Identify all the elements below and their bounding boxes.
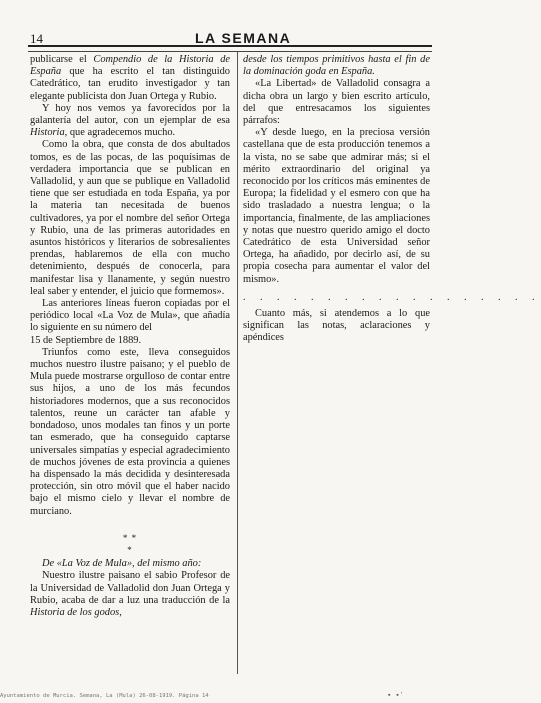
historia-word: Historia bbox=[30, 127, 65, 139]
scan-marks: ▪ ▪' bbox=[388, 691, 404, 699]
historia-godos-title: Historia de los godos, bbox=[30, 606, 122, 618]
right-column bbox=[243, 54, 541, 345]
header-rule bbox=[28, 45, 432, 52]
section-asterisks: * * * bbox=[122, 532, 138, 555]
paragraph-traduccion: Nuestro ilustre paisano el sabio Profesor de la Universidad de Valladolid don Juan Ortega y Rubio, acaba de dar a luz una traducción de la Historia de los godos, bbox=[30, 570, 230, 618]
paragraph-cuanto: Cuanto más, si atendemos a lo que significan las notas, aclaraciones y apéndices bbox=[243, 308, 430, 344]
column-divider bbox=[237, 52, 238, 674]
paragraph-libertad: «La Libertad» de Valladolid consagra a dicha obra un largo y bien escrito artículo, del que entresacamos los siguientes párrafos: bbox=[243, 78, 430, 127]
paragraph-copied-lines: Las anteriores líneas fueron copiadas por el periódico local «La Voz de Mula», que añadía lo siguiente en su número del 15 de Septiembre de 1889. bbox=[30, 298, 230, 346]
paragraph-obra: Como la obra, que consta de dos abultados tomos, es de las pocas, de las poquísimas de verdadera importancia que se publican en Valladolid, y aun que se publique en Valladolid tiene que ser estudiada en toda España, ya por la materia tan necesitada de buenos cultivadores, ya por el nombre del señor Ortega y Rubio, una de las primeras autoridades en asuntos históricos y literarios de sobresalientes prendas, hablaremos de ella con mucho detenimiento, después de conocerla, para manifestar lisa y llanamente, y según nuestro leal saber y entender, el juicio que formemos». bbox=[30, 139, 230, 297]
paragraph-triunfos: Triunfos como este, lleva conseguidos muchos nuestro ilustre paisano; y el pueblo de Mula puede mostrarse orgulloso de contar entre sus hijos, a uno de los más fecundos historiadores modernos, que a sus reconocidos talentos, reune un carácter tan afable y bondadoso, unos modales tan finos y un porte tan esmerado, que ha conseguido captarse universales simpatías y especial agradecimiento de muchos jóvenes de esta provincia a quienes ha dispensado la más decidida y desinteresada protección, sin otro móvil que el haber nacido bajo el mismo cielo y llevar el nombre de murciano. bbox=[30, 346, 230, 517]
ellipsis-line: . . . . . . . . . . . . . . . . . . bbox=[243, 291, 541, 303]
compendio-title: Compendio de la Historia de España bbox=[30, 54, 230, 78]
section-heading: De «La Voz de Mula», del mismo año: bbox=[42, 558, 202, 570]
paragraph-compendio: publicarse el Compendio de la Historia de España que ha escrito el tan distinguido Catedrático, tan erudito investigador y tan elegante publicista don Juan Ortega y Rubio. bbox=[30, 54, 230, 102]
paragraph-quote: «Y desde luego, en la preciosa versión castellana que de esta producción tenemos a la vista, no se sabe que admirar más; si el mérito extraordinario del original ya reconocido por los críticos más eminentes de Europa; la fidelidad y el esmero con que ha sido trasladado a nuestra lengua; o la importancia, finalmente, de las ampliaciones y notas que nuestro querido amigo el docto Catedrático de esta Universidad señor Ortega, ha añadido, por decirlo así, de su propia cosecha para aumentar el valor del mismo». bbox=[243, 127, 430, 285]
date-line: 15 de Septiembre de 1889. bbox=[30, 334, 142, 346]
publication-title: LA SEMANA bbox=[195, 30, 292, 46]
page-number: 14 bbox=[30, 31, 43, 46]
paragraph-gratitude: Y hoy nos vemos ya favorecidos por la galantería del autor, con un ejemplar de esa Historia, que agradecemos mucho. bbox=[30, 102, 230, 139]
paragraph-continuation: desde los tiempos primitivos hasta el fin de la dominación goda en España. bbox=[243, 54, 430, 78]
left-column bbox=[30, 54, 230, 619]
archive-footer: Ayuntamiento de Murcia. Semana, La (Mula) 26-08-1919. Página 14 bbox=[0, 693, 209, 699]
